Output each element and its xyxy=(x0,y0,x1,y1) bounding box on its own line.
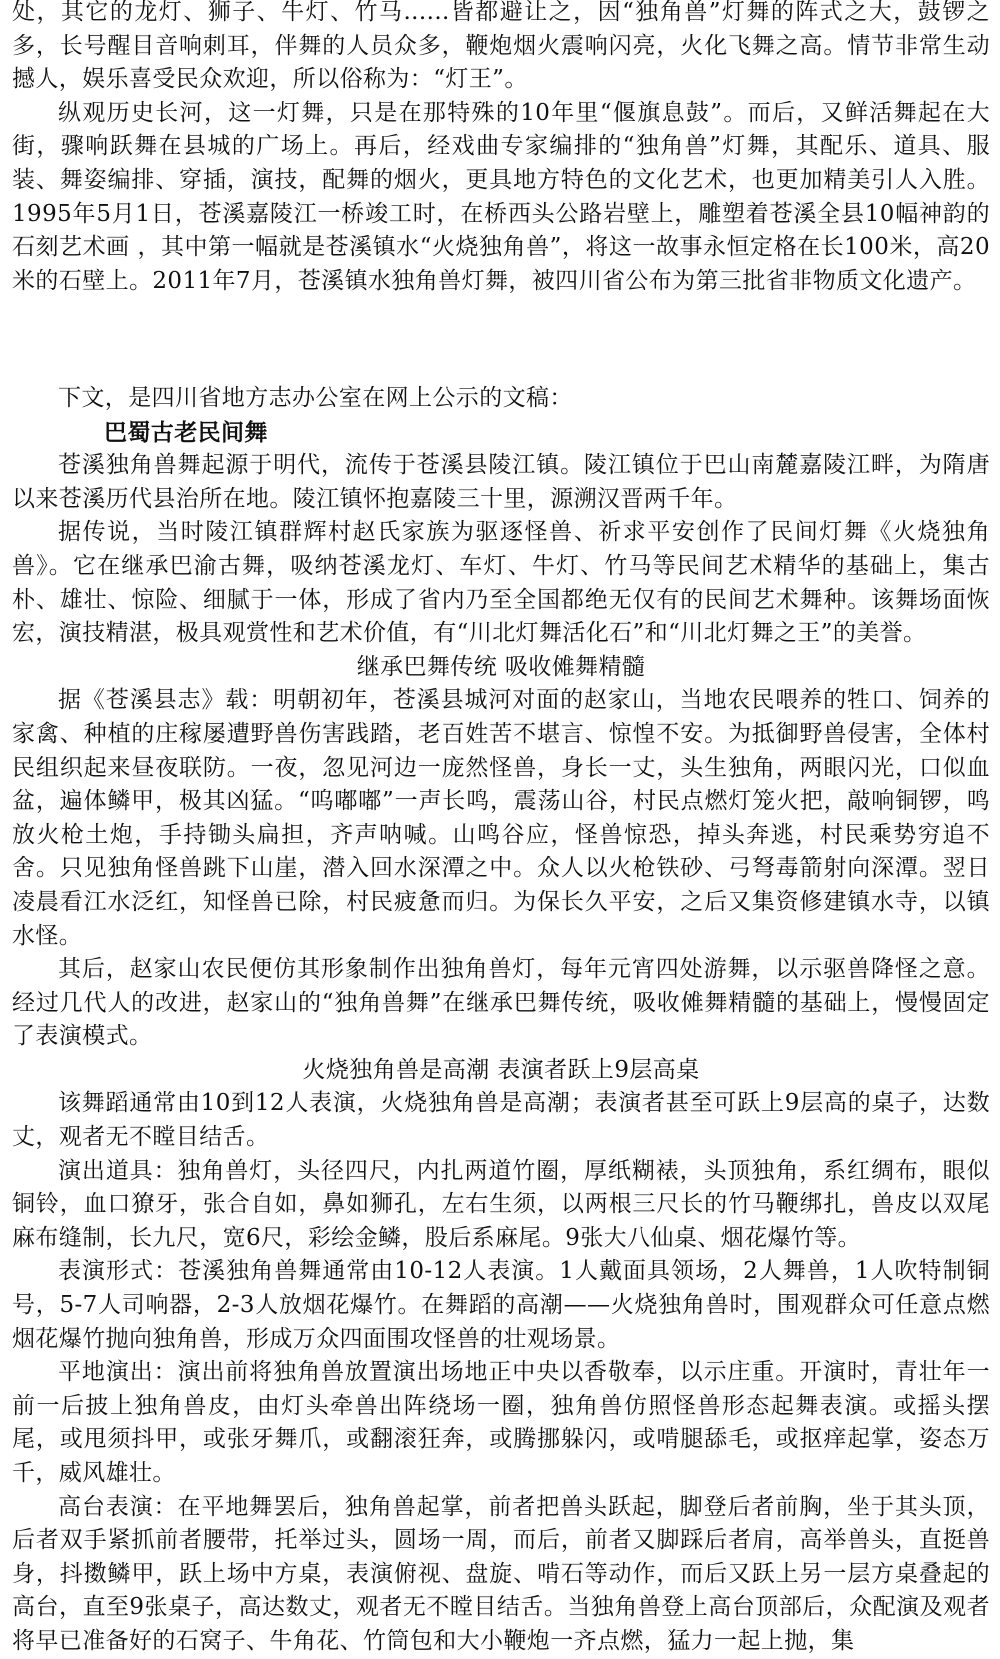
section-paragraph: 表演形式：苍溪独角兽舞通常由10-12人表演。1人戴面具领场，2人舞兽，1人吹特制铜号，5-7人司响器，2-3人放烟花爆竹。在舞蹈的高潮——火烧独角兽时，围观群众可任意点燃烟花爆竹抛向独角兽，形成万众四面围攻怪兽的壮观场景。 xyxy=(12,1258,990,1352)
section-heading: 火烧独角兽是高潮 表演者跃上9层高桌 xyxy=(302,1056,700,1083)
intro-paragraph: 纵观历史长河，这一灯舞，只是在那特殊的10年里“偃旗息鼓”。而后，又鲜活舞起在大街，骤响跃舞在县城的广场上。再后，经戏曲专家编排的“独角兽”灯舞，其配乐、道具、服装、舞姿编排、穿插，演技，配舞的烟火，更具地方特色的文化艺术，也更加精美引人入胜。 1995年5月1日，苍溪嘉陵江一桥竣工时，在桥西头公路岩壁上，雕塑着苍溪全县10幅神韵的石刻艺术画 ，其中第一幅就是苍溪镇水“火烧独角兽”，将这一故事永恒定格在长100米，高20米的石壁上。2011年7月，苍溪镇水独角兽灯舞，被四川省公布为第三批省非物质文化遗产。 xyxy=(12,99,990,294)
notice-title: 巴蜀古老民间舞 xyxy=(104,418,268,446)
section-paragraph: 高台表演：在平地舞罢后，独角兽起掌，前者把兽头跃起，脚登后者前胸，坐于其头顶，后者双手紧抓前者腰带，托举过头，圆场一周，而后，前者又脚踩后者肩，高举兽头，直挺兽身，抖擞鳞甲，跃上场中方桌，表演俯视、盘旋、啃石等动作，而后又跃上另一层方桌叠起的高台，直至9张桌子，高达数丈，观者无不瞠目结舌。当独角兽登上高台顶部后，众配演及观者将早已准备好的石窝子、牛角花、竹筒包和大小鞭炮一齐点燃，猛力一起上抛，集 xyxy=(12,1493,990,1654)
intro-paragraph: 处，其它的龙灯、狮子、牛灯、竹马......皆都避让之，因“独角兽”灯舞的阵式之大，鼓锣之多，长号醒目音响刺耳，伴舞的人员众多，鞭炮烟火震响闪亮，火化飞舞之高。情节非常生动撼人，娱乐喜受民众欢迎，所以俗称为：“灯王”。 xyxy=(12,0,990,93)
notice-paragraph: 苍溪独角兽舞起源于明代，流传于苍溪县陵江镇。陵江镇位于巴山南麓嘉陵江畔，为隋唐以来苍溪历代县治所在地。陵江镇怀抱嘉陵三十里，源溯汉晋两千年。 xyxy=(12,452,990,512)
section-paragraph: 该舞蹈通常由10到12人表演，火烧独角兽是高潮；表演者甚至可跃上9层高的桌子，达数丈，观者无不瞠目结舌。 xyxy=(12,1090,990,1151)
intro-section xyxy=(12,0,990,298)
section-paragraph: 据《苍溪县志》载：明朝初年，苍溪县城河对面的赵家山，当地农民喂养的牲口、饲养的家禽、种植的庄稼屡遭野兽伤害践踏，老百姓苦不堪言、惊惶不安。为抵御野兽侵害，全体村民组织起来昼夜联防。一夜，忽见河边一庞然怪兽，身长一丈，头生独角，两眼闪光，口似血盆，遍体鳞甲，极其凶猛。“呜嘟嘟”一声长鸣，震荡山谷，村民点燃灯笼火把，敲响铜锣，鸣放火枪土炮，手持锄头扁担，齐声呐喊。山鸣谷应，怪兽惊恐，掉头奔逃，村民乘势穷追不舍。只见独角怪兽跳下山崖，潜入回水深潭之中。众人以火枪铁砂、弓弩毒箭射向深潭。翌日凌晨看江水泛红，知怪兽已除，村民疲惫而归。为保长久平安，之后又集资修建镇水寺，以镇水怪。 xyxy=(12,687,990,949)
notice-paragraph: 据传说，当时陵江镇群辉村赵氏家族为驱逐怪兽、祈求平安创作了民间灯舞《火烧独角兽》。它在继承巴渝古舞，吸纳苍溪龙灯、车灯、牛灯、竹马等民间艺术精华的基础上，集古朴、雄壮、惊险、细腻于一体，形成了省内乃至全国都绝无仅有的民间艺术舞种。该舞场面恢宏，演技精湛，极具观赏性和艺术价值，有“川北灯舞活化石”和“川北灯舞之王”的美誉。 xyxy=(12,519,990,647)
notice-lead: 下文，是四川省地方志办公室在网上公示的文稿： xyxy=(58,385,573,411)
section-paragraph: 其后，赵家山农民便仿其形象制作出独角兽灯，每年元宵四处游舞，以示驱兽降怪之意。经过几代人的改进，赵家山的“独角兽舞”在继承巴舞传统，吸收傩舞精髓的基础上，慢慢固定了表演模式。 xyxy=(12,956,990,1050)
notice-section xyxy=(12,382,990,1659)
section-paragraph: 平地演出：演出前将独角兽放置演出场地正中央以香敬奉，以示庄重。开演时，青壮年一前一后披上独角兽皮，由灯头牵兽出阵绕场一圈，独角兽仿照怪兽形态起舞表演。或摇头摆尾，或甩须抖甲，或张牙舞爪，或翻滚狂奔，或腾挪躲闪，或啃腿舔毛，或抠痒起掌，姿态万千，威风雄壮。 xyxy=(12,1359,990,1486)
section-paragraph: 演出道具：独角兽灯，头径四尺，内扎两道竹圈，厚纸糊裱，头顶独角，系红绸布，眼似铜铃，血口獠牙，张合自如，鼻如狮孔，左右生须，以两根三尺长的竹马鞭绑扎，兽皮以双尾麻布缝制，长九尺，宽6尺，彩绘金鳞，股后系麻尾。9张大八仙桌、烟花爆竹等。 xyxy=(12,1157,990,1251)
section-heading: 继承巴舞传统 吸收傩舞精髓 xyxy=(356,653,646,680)
